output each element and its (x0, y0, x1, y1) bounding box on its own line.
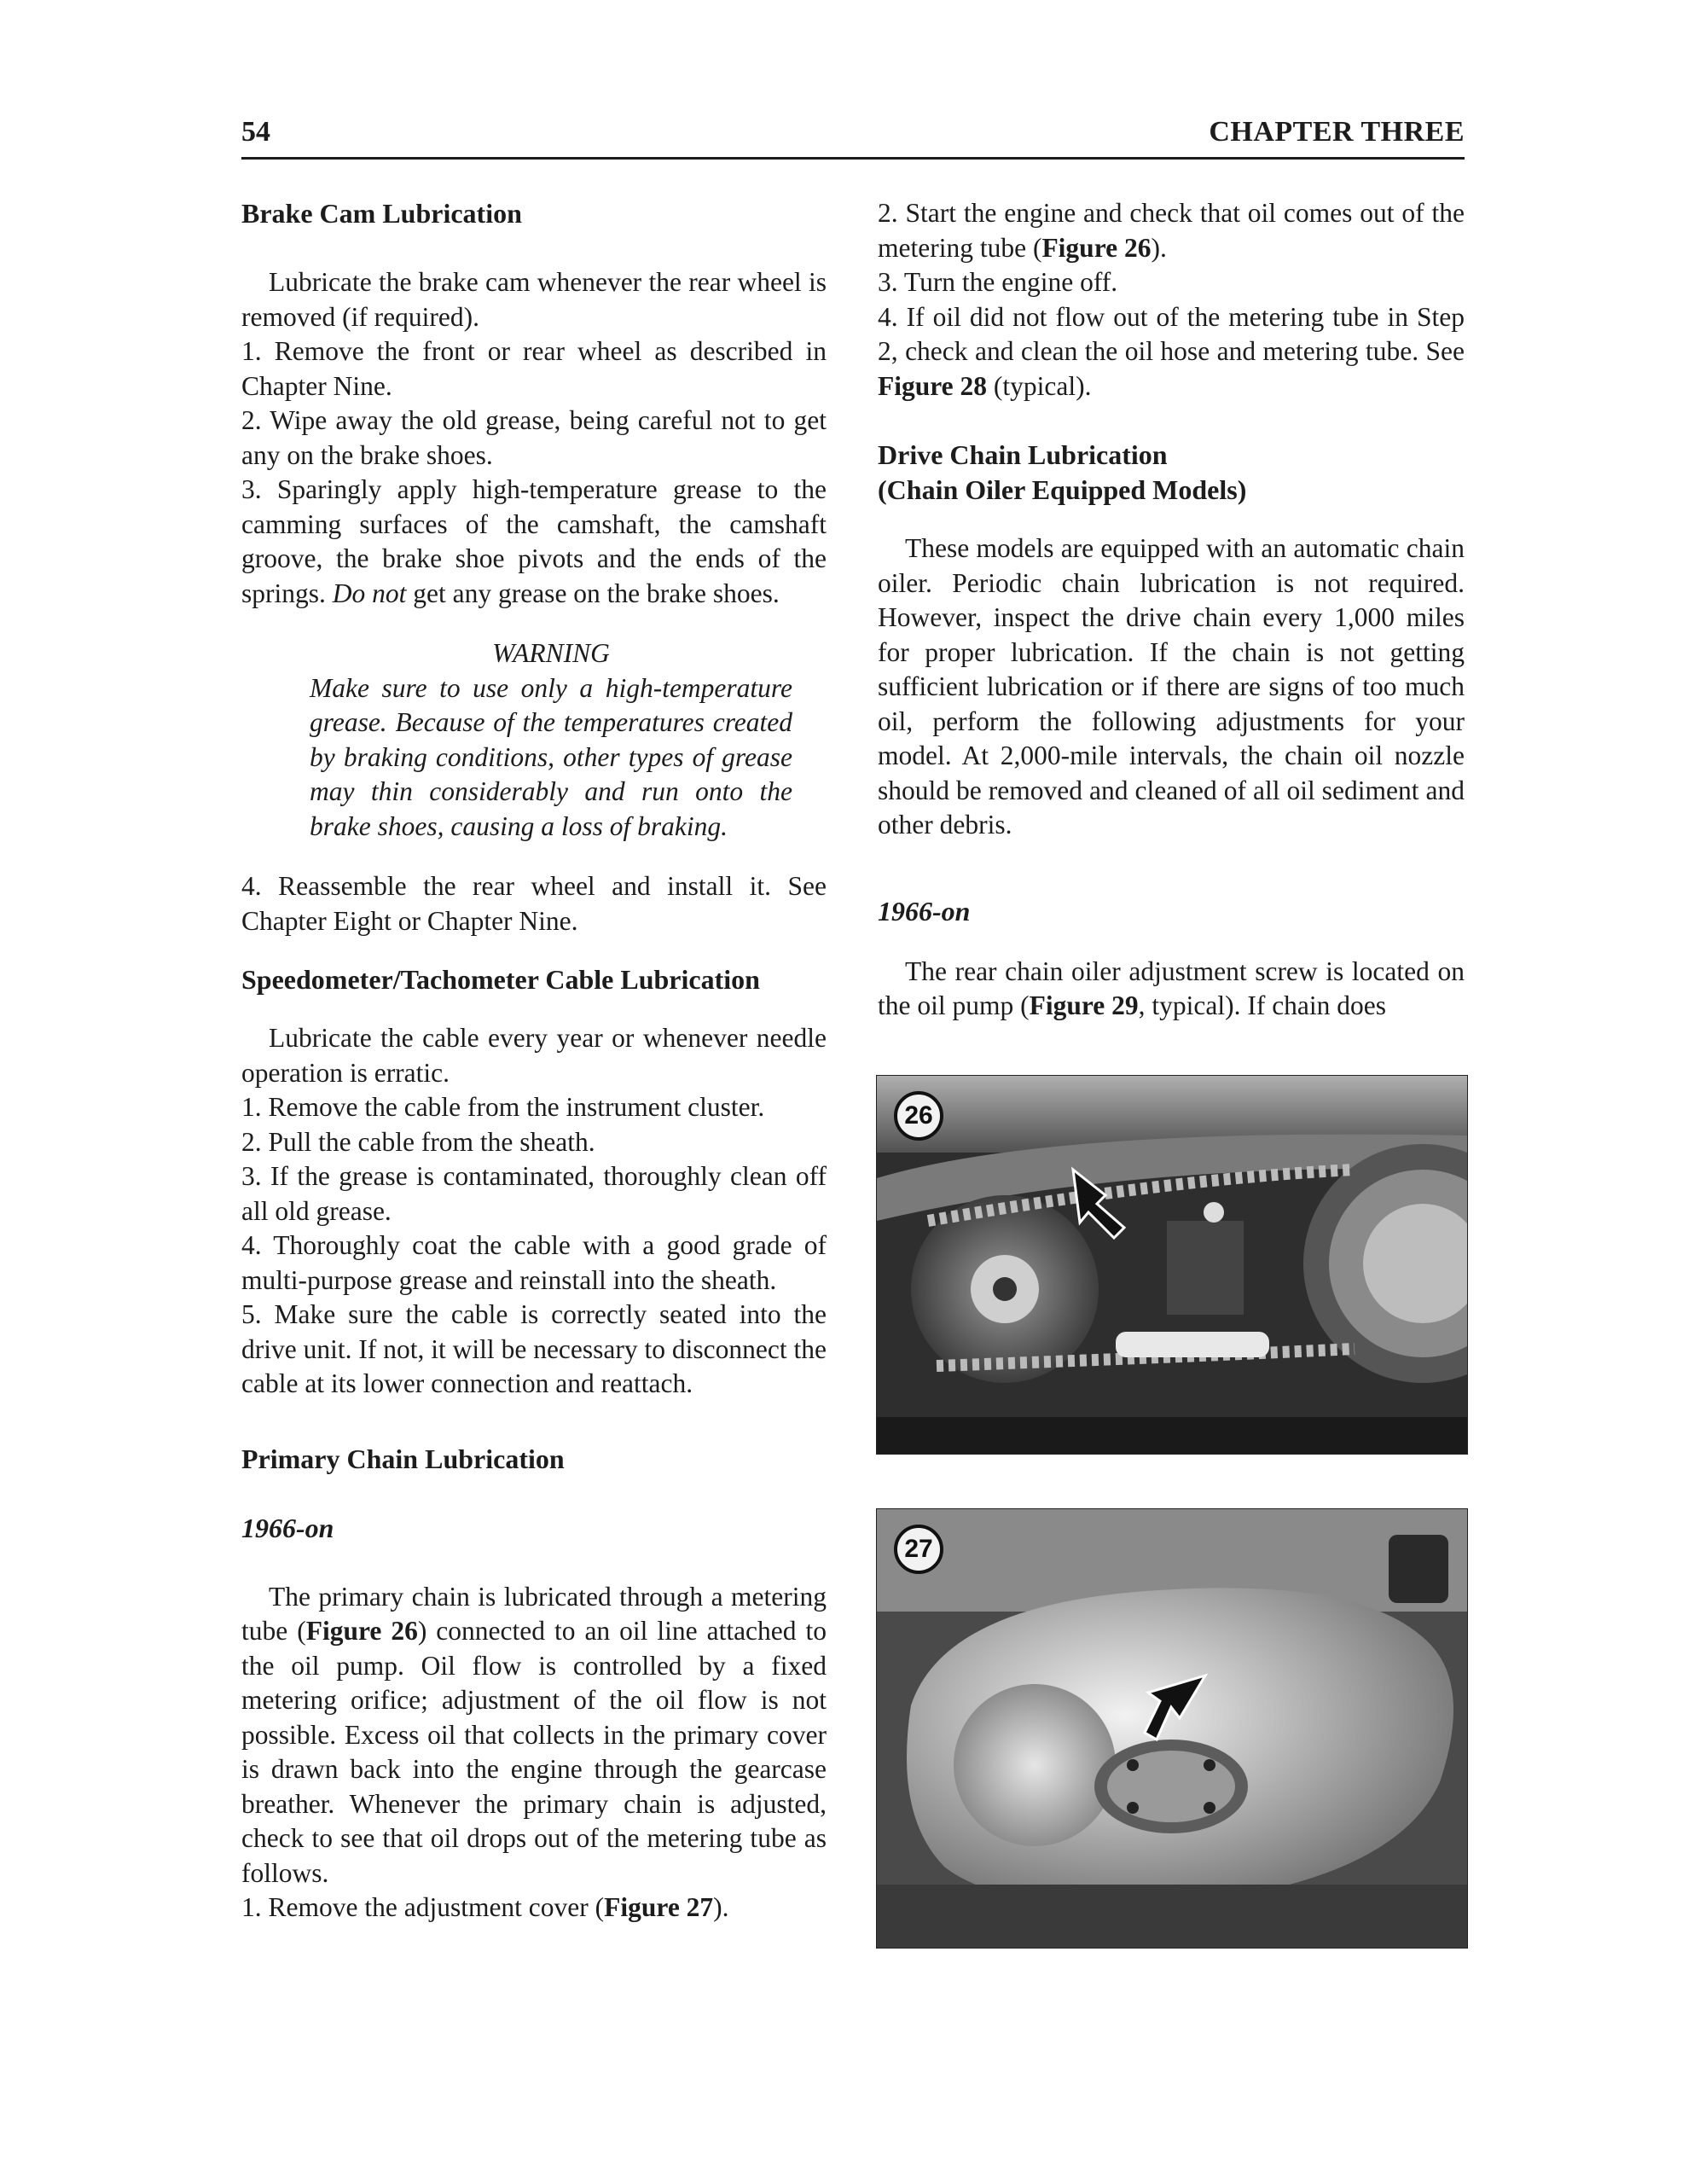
speedo-step-4: 4. Thoroughly coat the cable with a good grade of multi-purpose grease and reinstall into the sheath. (241, 1230, 827, 1295)
primary-paragraph: The primary chain is lubricated through a metering tube (Figure 26) connected to an oil line attached to the oil pump. Oil flow is controlled by a fixed metering orifice; adjustment of the oil flow is not possible. Excess oil that collects in the primary cover is drawn back into the engine through the gearcase breather. Whenever the primary chain is adjusted, check to see that oil drops out of the metering tube as follows. (241, 1581, 827, 1888)
speedo-step-1: 1. Remove the cable from the instrument cluster. (241, 1092, 765, 1122)
speedo-step-2: 2. Pull the cable from the sheath. (241, 1126, 595, 1157)
primary-step-4: 4. If oil did not flow out of the metering tube in Step 2, check and clean the oil hose and metering tube. See Figure 28 (typical). (878, 301, 1465, 401)
brake-step-2: 2. Wipe away the old grease, being careful not to get any on the brake shoes. (241, 405, 827, 470)
figure-27-label: 27 (894, 1525, 943, 1574)
page-number: 54 (241, 116, 270, 148)
figure-27-photo (876, 1508, 1468, 1949)
primary-step-1: 1. Remove the adjustment cover (Figure 27). (241, 1892, 729, 1922)
primary-cover-illustration (877, 1509, 1467, 1948)
primary-step-2: 2. Start the engine and check that oil comes out of the metering tube (Figure 26). (878, 198, 1465, 263)
speedo-step-5: 5. Make sure the cable is correctly seated into the drive unit. If not, it will be necessary to disconnect the cable at its lower connection and reattach. (241, 1299, 827, 1398)
speedo-intro: Lubricate the cable every year or whenever needle operation is erratic. (241, 1023, 827, 1088)
figure-26-label: 26 (894, 1091, 943, 1141)
page-header (241, 113, 1465, 160)
primary-subheading: 1966-on (241, 1512, 334, 1543)
drive-chain-heading-line1: Drive Chain Lubrication (878, 439, 1168, 470)
speedo-step-3: 3. If the grease is contaminated, thoroughly clean off all old grease. (241, 1161, 827, 1226)
drive-paragraph-2: The rear chain oiler adjustment screw is located on the oil pump (Figure 29, typical). If chain does (878, 956, 1465, 1020)
speedo-heading: Speedometer/Tachometer Cable Lubrication (241, 964, 760, 995)
figure-26-photo (876, 1075, 1468, 1455)
warning-box (310, 636, 792, 844)
drive-chain-paragraph: These models are equipped with an automatic chain oiler. Periodic chain lubrication is not required. However, inspect the drive chain every 1,000 miles for proper lubrication. If the chain is not getting sufficient lubrication or if there are signs of too much oil, perform the following adjustments for your model. At 2,000-mile intervals, the chain oil nozzle should be removed and cleaned of all oil sediment and other debris. (878, 533, 1465, 839)
drive-subheading: 1966-on (878, 895, 971, 926)
brake-step-1: 1. Remove the front or rear wheel as described in Chapter Nine. (241, 336, 827, 401)
warning-title: WARNING (492, 638, 610, 668)
right-column (878, 196, 1465, 1024)
brake-step-3: 3. Sparingly apply high-temperature grease to the camming surfaces of the camshaft, the camshaft groove, the brake shoe pivots and the ends of the springs. Do not get any grease on the brake shoes. (241, 474, 827, 608)
warning-text: Make sure to use only a high-temperature grease. Because of the temperatures created by braking conditions, other types of grease may thin considerably and run onto the brake shoes, causing a loss of braking. (310, 672, 792, 841)
chain-drive-illustration (877, 1076, 1467, 1454)
brake-cam-intro: Lubricate the brake cam whenever the rear wheel is removed (if required). (241, 267, 827, 332)
primary-chain-heading: Primary Chain Lubrication (241, 1443, 565, 1474)
brake-step-4: 4. Reassemble the rear wheel and install it. See Chapter Eight or Chapter Nine. (241, 871, 827, 936)
brake-cam-heading: Brake Cam Lubrication (241, 198, 522, 229)
left-column (241, 196, 827, 1926)
chapter-title: CHAPTER THREE (1209, 116, 1465, 148)
primary-step-3: 3. Turn the engine off. (878, 267, 1118, 297)
drive-chain-heading-line2: (Chain Oiler Equipped Models) (878, 474, 1247, 505)
